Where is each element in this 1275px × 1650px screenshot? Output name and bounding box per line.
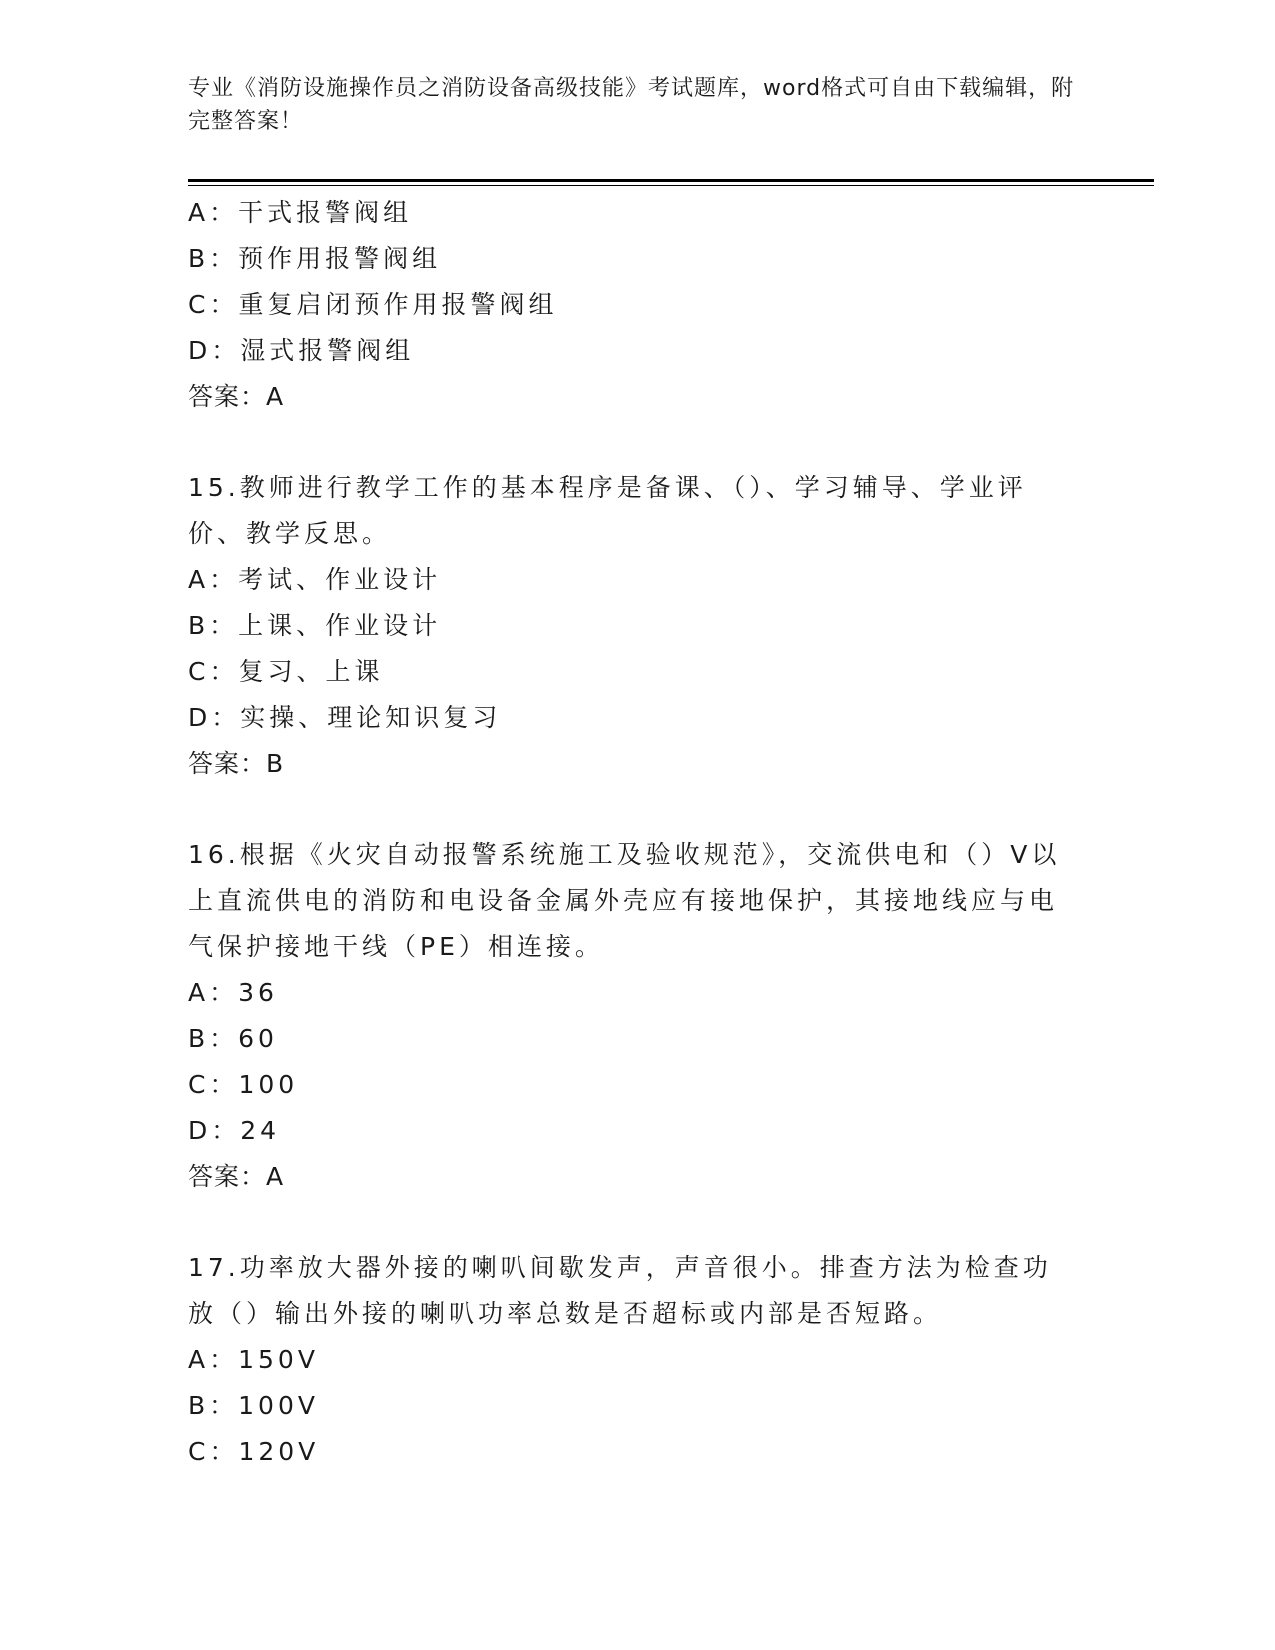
- option-b: B：100V: [188, 1391, 319, 1420]
- question-text: 16.根据《火灾自动报警系统施工及验收规范》，交流供电和（）V以上直流供电的消防和电设备金属外壳应有接地保护，其接地线应与电气保护接地干线（PE）相连接。: [188, 840, 1061, 961]
- answer: 答案：A: [188, 382, 285, 411]
- document-header: 专业《消防设施操作员之消防设备高级技能》考试题库，word格式可自由下载编辑，附完整答案！: [188, 76, 1075, 134]
- option-d: D：24: [188, 1116, 281, 1145]
- option-a: A：150V: [188, 1345, 319, 1374]
- option-c: C：重复启闭预作用报警阀组: [188, 290, 558, 319]
- option-b: B：上课、作业设计: [188, 611, 442, 640]
- question-15: [188, 465, 1078, 787]
- option-c: C：100: [188, 1070, 299, 1099]
- option-d: D：湿式报警阀组: [188, 336, 415, 365]
- option-b: B：预作用报警阀组: [188, 244, 442, 273]
- header-rule-thin: [188, 185, 1154, 186]
- question-text: 17.功率放大器外接的喇叭间歇发声，声音很小。排查方法为检查功放（）输出外接的喇叭功率总数是否超标或内部是否短路。: [188, 1253, 1052, 1328]
- question-text: 15.教师进行教学工作的基本程序是备课、（）、学习辅导、学业评价、教学反思。: [188, 473, 1027, 548]
- question-list: [188, 190, 1078, 1475]
- answer: 答案：B: [188, 749, 285, 778]
- option-c: C：120V: [188, 1437, 320, 1466]
- option-a: A：考试、作业设计: [188, 565, 442, 594]
- option-b: B：60: [188, 1024, 278, 1053]
- question-14: [188, 190, 1078, 420]
- header-rule-thick: [188, 179, 1154, 182]
- question-17: [188, 1245, 1078, 1475]
- answer: 答案：A: [188, 1162, 285, 1191]
- option-a: A：36: [188, 978, 278, 1007]
- question-16: [188, 832, 1078, 1200]
- option-d: D：实操、理论知识复习: [188, 703, 502, 732]
- option-c: C：复习、上课: [188, 657, 384, 686]
- option-a: A：干式报警阀组: [188, 198, 413, 227]
